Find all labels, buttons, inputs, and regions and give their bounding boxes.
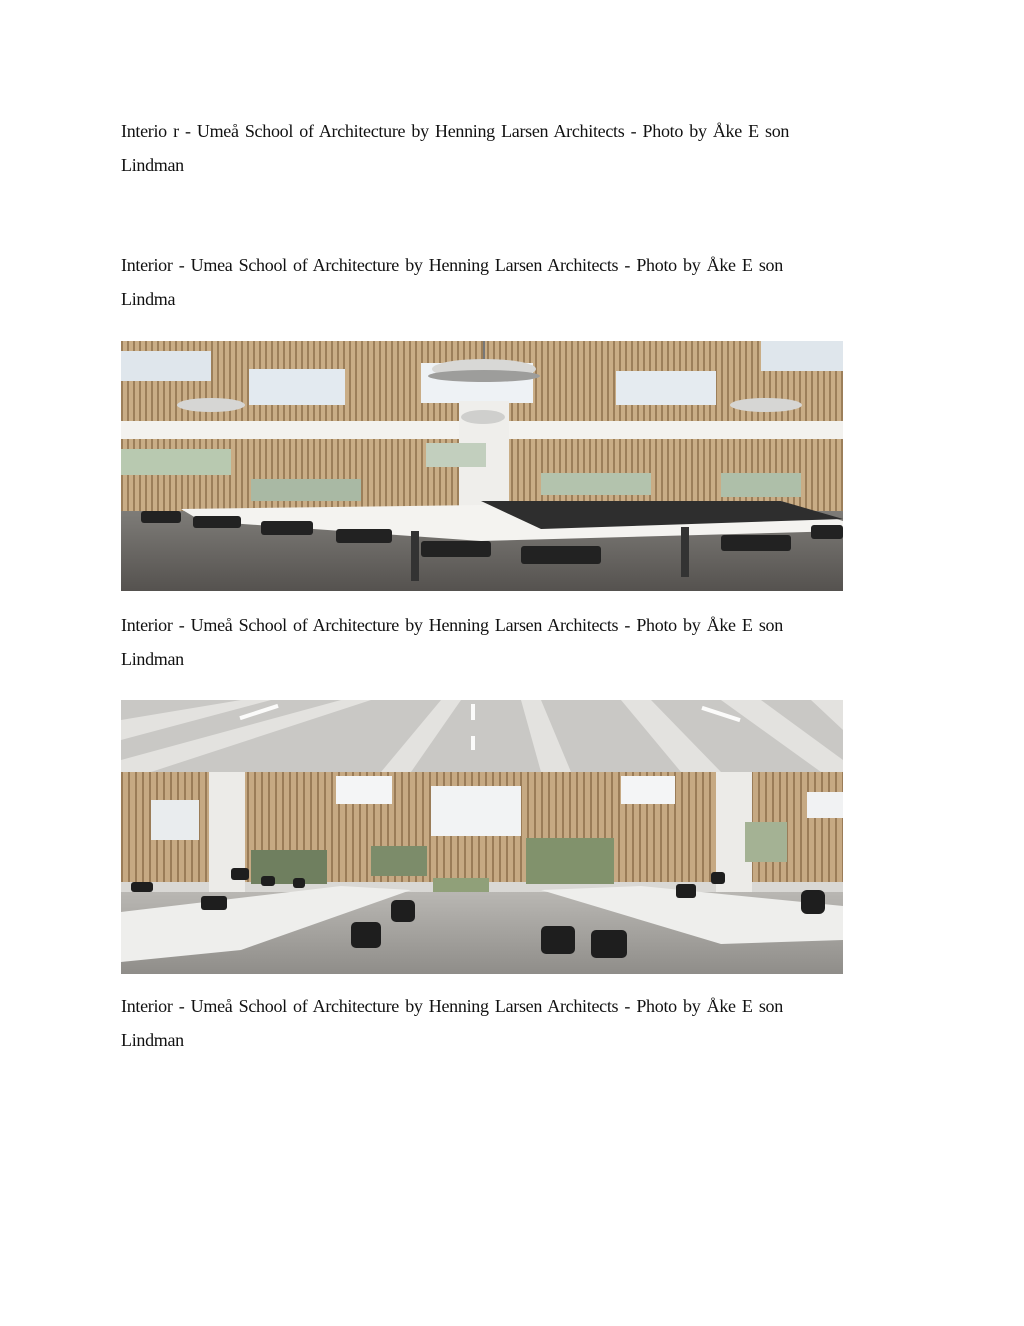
caption-2 bbox=[121, 248, 881, 316]
caption-3 bbox=[121, 608, 881, 676]
caption-4-line-2: Lindman bbox=[121, 1030, 184, 1050]
caption-3-line-2: Lindman bbox=[121, 649, 184, 669]
caption-2-line-2: Lindma bbox=[121, 289, 176, 309]
caption-1 bbox=[121, 114, 881, 182]
studio-workspace-photo bbox=[121, 700, 843, 974]
caption-4-line-1: Interior - Umeå School of Architecture by Henning Larsen Architects - Photo by Åke E son bbox=[121, 996, 783, 1016]
caption-4 bbox=[121, 989, 881, 1057]
caption-2-line-1: Interior - Umea School of Architecture by Henning Larsen Architects - Photo by Åke E son bbox=[121, 255, 783, 275]
caption-3-line-1: Interior - Umeå School of Architecture by Henning Larsen Architects - Photo by Åke E son bbox=[121, 615, 783, 635]
caption-1-line-2: Lindman bbox=[121, 155, 184, 175]
meeting-room-photo bbox=[121, 341, 843, 591]
caption-1-line-1: Interio r - Umeå School of Architecture by Henning Larsen Architects - Photo by Åke E son bbox=[121, 121, 790, 141]
